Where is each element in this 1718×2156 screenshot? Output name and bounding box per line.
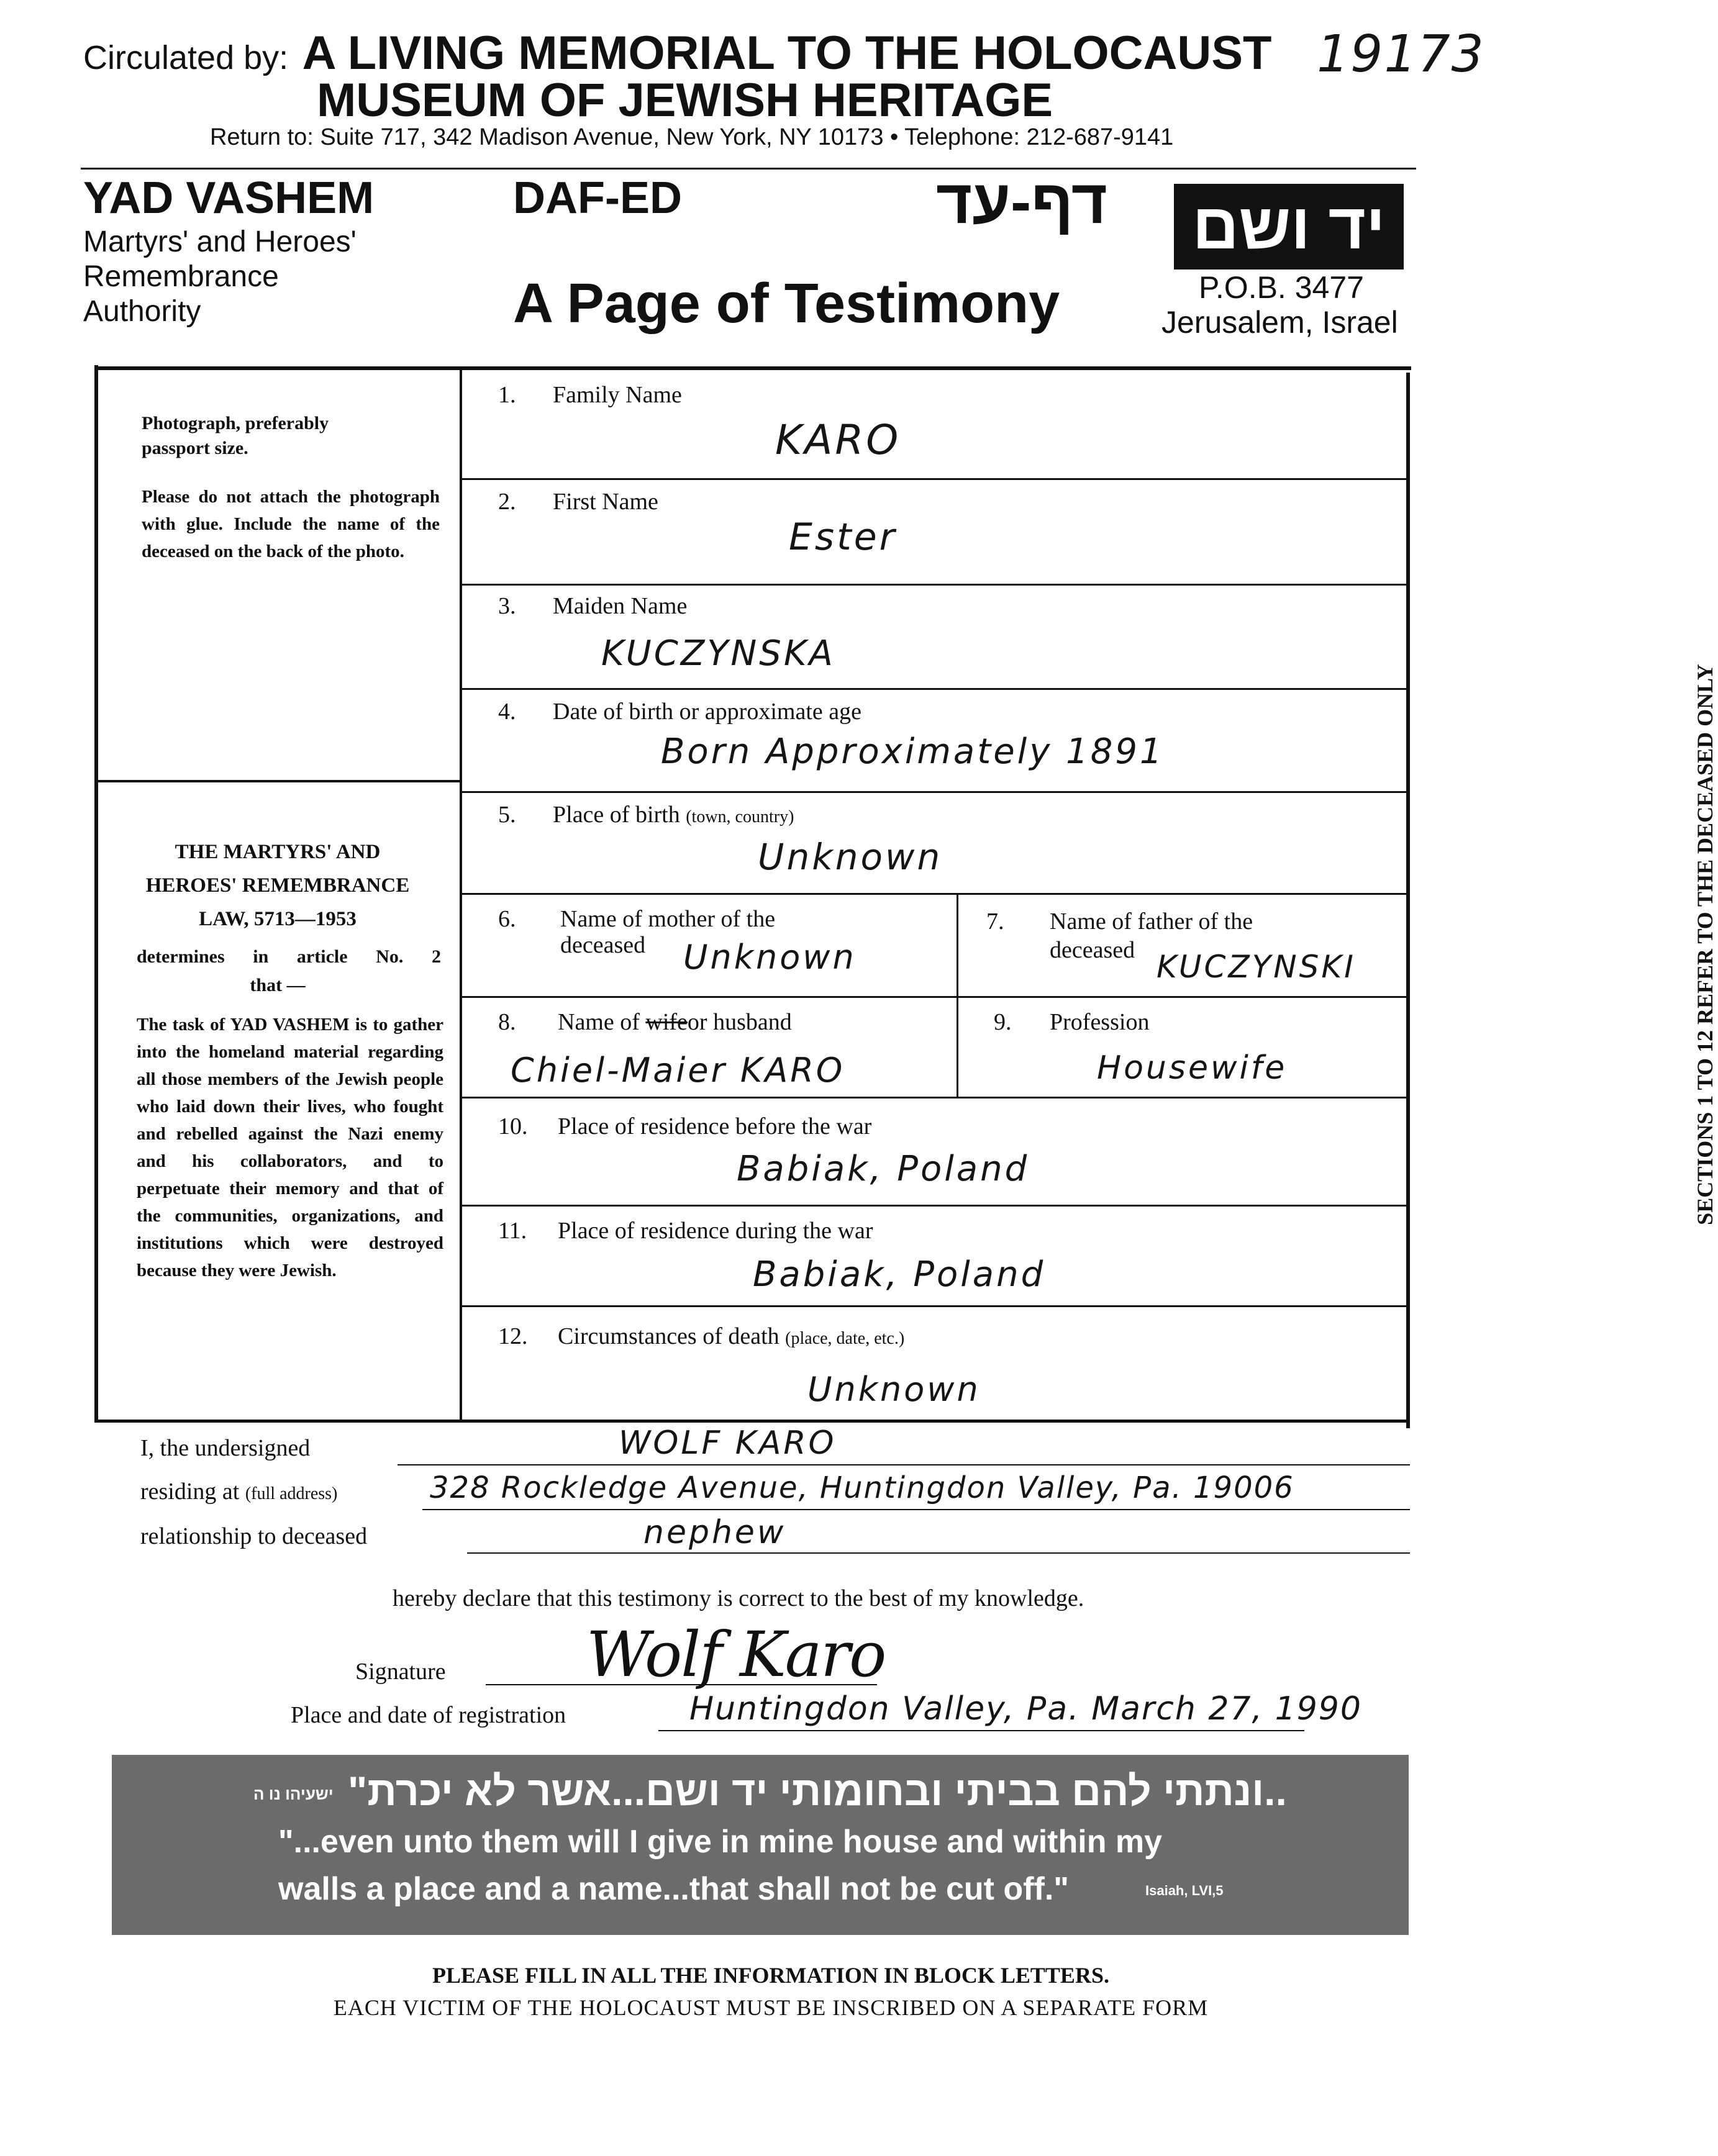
daf-ed-title: DAF-ED [513,173,682,223]
field-11-label: Place of residence during the war [558,1218,873,1244]
form-top-border [94,366,1411,370]
field-9-label: Profession [1050,1009,1150,1035]
field-7-label: Name of father of the [1050,908,1253,935]
return-address: Return to: Suite 717, 342 Madison Avenue, New York, NY 10173 • Telephone: 212-687-9141 [210,124,1174,150]
relationship-line [467,1552,1410,1554]
field-8-number: 8. [498,1009,516,1035]
field-2-number: 2. [498,489,516,515]
field-3-label: Maiden Name [553,593,688,619]
row-sep-7 [461,1097,1407,1098]
page-title: A Page of Testimony [513,273,1060,335]
signature-value[interactable]: Wolf Karo [586,1618,886,1691]
relationship-value[interactable]: nephew [643,1514,786,1551]
col-divider-6-7 [957,894,958,1097]
isaiah-quote-banner [112,1755,1409,1935]
circulated-prefix: Circulated by: [83,39,289,76]
field-8-label [558,1008,792,1036]
residing-label-small: (full address) [245,1484,338,1503]
field-5-label [553,801,794,828]
pob: P.O.B. 3477 [1199,270,1364,305]
photo-box-note: Please do not attach the photograph with glue. Include the name of the deceased on the back of the photo. [142,487,440,561]
hebrew-daf-ed: דף-עד [935,167,1108,237]
place-date-value[interactable]: Huntingdon Valley, Pa. March 27, 1990 [689,1690,1362,1728]
field-9-value[interactable]: Housewife [1097,1049,1288,1087]
law-title-1: THE MARTYRS' AND [175,841,381,863]
row-sep-1 [461,478,1407,480]
hebrew-logo-text: יד ושם [1192,191,1386,263]
field-8-label-b: or husband [687,1009,792,1035]
field-12-label [558,1323,904,1350]
org-line-2: MUSEUM OF JEWISH HERITAGE [317,74,1053,127]
yad-vashem-sub-2: Remembrance [83,260,279,293]
photo-box-bottom [94,780,461,782]
field-4-label: Date of birth or approximate age [553,699,861,725]
field-12-number: 12. [498,1323,528,1349]
field-7-number: 7. [986,908,1004,935]
field-6-label-2: deceased [560,932,646,958]
footer-line-2: EACH VICTIM OF THE HOLOCAUST MUST BE INSCRIBED ON A SEPARATE FORM [333,1995,1209,2020]
photo-box-title: Photograph, preferably passport size. [142,413,329,458]
field-11-number: 11. [498,1218,527,1244]
field-7-label-2: deceased [1050,937,1135,963]
field-3-value[interactable]: KUCZYNSKA [601,633,835,674]
law-that: that — [250,975,306,995]
handwritten-record-number: 19173 [1317,25,1485,84]
banner-english-line-1: "...even unto them will I give in mine house and within my [278,1824,1163,1860]
field-8-label-a: Name of [558,1009,640,1035]
yad-vashem-sub-1: Martyrs' and Heroes' [83,225,357,258]
place-date-line [658,1730,1304,1731]
field-6-number: 6. [498,906,516,932]
undersigned-line [398,1464,1410,1465]
sections-side-note: SECTIONS 1 TO 12 REFER TO THE DECEASED ONLY [1693,664,1717,1225]
field-2-label: First Name [553,489,658,515]
relationship-label: relationship to deceased [140,1523,368,1549]
field-5-number: 5. [498,802,516,828]
field-10-value[interactable]: Babiak, Poland [737,1149,1030,1189]
field-4-value[interactable]: Born Approximately 1891 [661,732,1165,772]
field-10-number: 10. [498,1113,528,1139]
residing-line [422,1509,1410,1510]
residing-value[interactable]: 328 Rockledge Avenue, Huntingdon Valley, Pa. 19006 [430,1470,1294,1505]
signature-label: Signature [355,1659,446,1685]
row-sep-3 [461,688,1407,690]
row-sep-6 [461,996,1407,998]
org-line-1: A LIVING MEMORIAL TO THE HOLOCAUST [302,27,1272,79]
field-6-value[interactable]: Unknown [683,938,857,977]
banner-hebrew-line: ..ונתתי להם בביתי ובחומותי יד ושם...אשר לא יכרת" [348,1768,1287,1814]
field-11-value[interactable]: Babiak, Poland [753,1254,1046,1295]
law-title-3: LAW, 5713—1953 [199,908,357,930]
row-sep-9 [461,1305,1407,1307]
field-9-number: 9. [994,1009,1012,1035]
banner-hebrew-ref: ישעיהו נו ה [253,1785,334,1803]
field-1-label: Family Name [553,382,682,408]
undersigned-label: I, the undersigned [140,1435,311,1461]
header-divider [81,168,1416,170]
footer-line-1: PLEASE FILL IN ALL THE INFORMATION IN BLOCK LETTERS. [432,1963,1109,1988]
field-6-label: Name of mother of the [560,906,776,932]
declare-text: hereby declare that this testimony is correct to the best of my knowledge. [393,1585,1084,1611]
field-3-number: 3. [498,593,516,619]
field-10-label: Place of residence before the war [558,1113,872,1139]
law-title-2: HEROES' REMEMBRANCE [145,874,410,897]
field-5-label-small: (town, country) [686,807,794,827]
field-8-value[interactable]: Chiel-Maier KARO [511,1051,845,1090]
banner-english-line-2: walls a place and a name...that shall not be cut off." [278,1871,1069,1907]
law-text: The task of YAD VASHEM is to gather into the homeland material regarding all those members of the Jewish people who laid down their lives, who fought and rebelled against the Nazi enemy and his collaborators, and to perpetuate their memory and that of the communities, organizations, and institutions which were destroyed because they were Jewish. [137,1015,443,1280]
yad-vashem-logo [1174,184,1404,270]
field-1-value[interactable]: KARO [775,416,901,464]
field-12-label-main: Circumstances of death [558,1323,779,1349]
row-sep-2 [461,584,1407,586]
place-date-label: Place and date of registration [291,1702,566,1728]
circulated-by-line [83,26,1271,80]
field-12-label-small: (place, date, etc.) [785,1329,905,1348]
field-5-value[interactable]: Unknown [758,836,943,878]
field-12-value[interactable]: Unknown [807,1370,981,1409]
undersigned-value[interactable]: WOLF KARO [619,1424,837,1462]
field-8-label-struck: wife [645,1009,688,1035]
residing-label [140,1478,337,1505]
field-4-number: 4. [498,699,516,725]
row-sep-8 [461,1205,1407,1207]
city: Jerusalem, Israel [1161,305,1398,340]
form-bottom-border [94,1420,1410,1423]
form-right-border [1406,373,1410,1428]
yad-vashem-title: YAD VASHEM [83,173,375,223]
field-1-number: 1. [498,382,516,408]
law-determines: determines in article No. 2 [137,946,441,967]
field-5-label-main: Place of birth [553,802,680,828]
banner-english-ref: Isaiah, LVI,5 [1145,1883,1224,1898]
row-sep-5 [461,893,1407,895]
field-2-value[interactable]: Ester [789,515,898,559]
field-7-value[interactable]: KUCZYNSKI [1157,949,1356,985]
yad-vashem-sub-3: Authority [83,295,201,328]
residing-label-main: residing at [140,1479,240,1505]
row-sep-4 [461,791,1407,793]
